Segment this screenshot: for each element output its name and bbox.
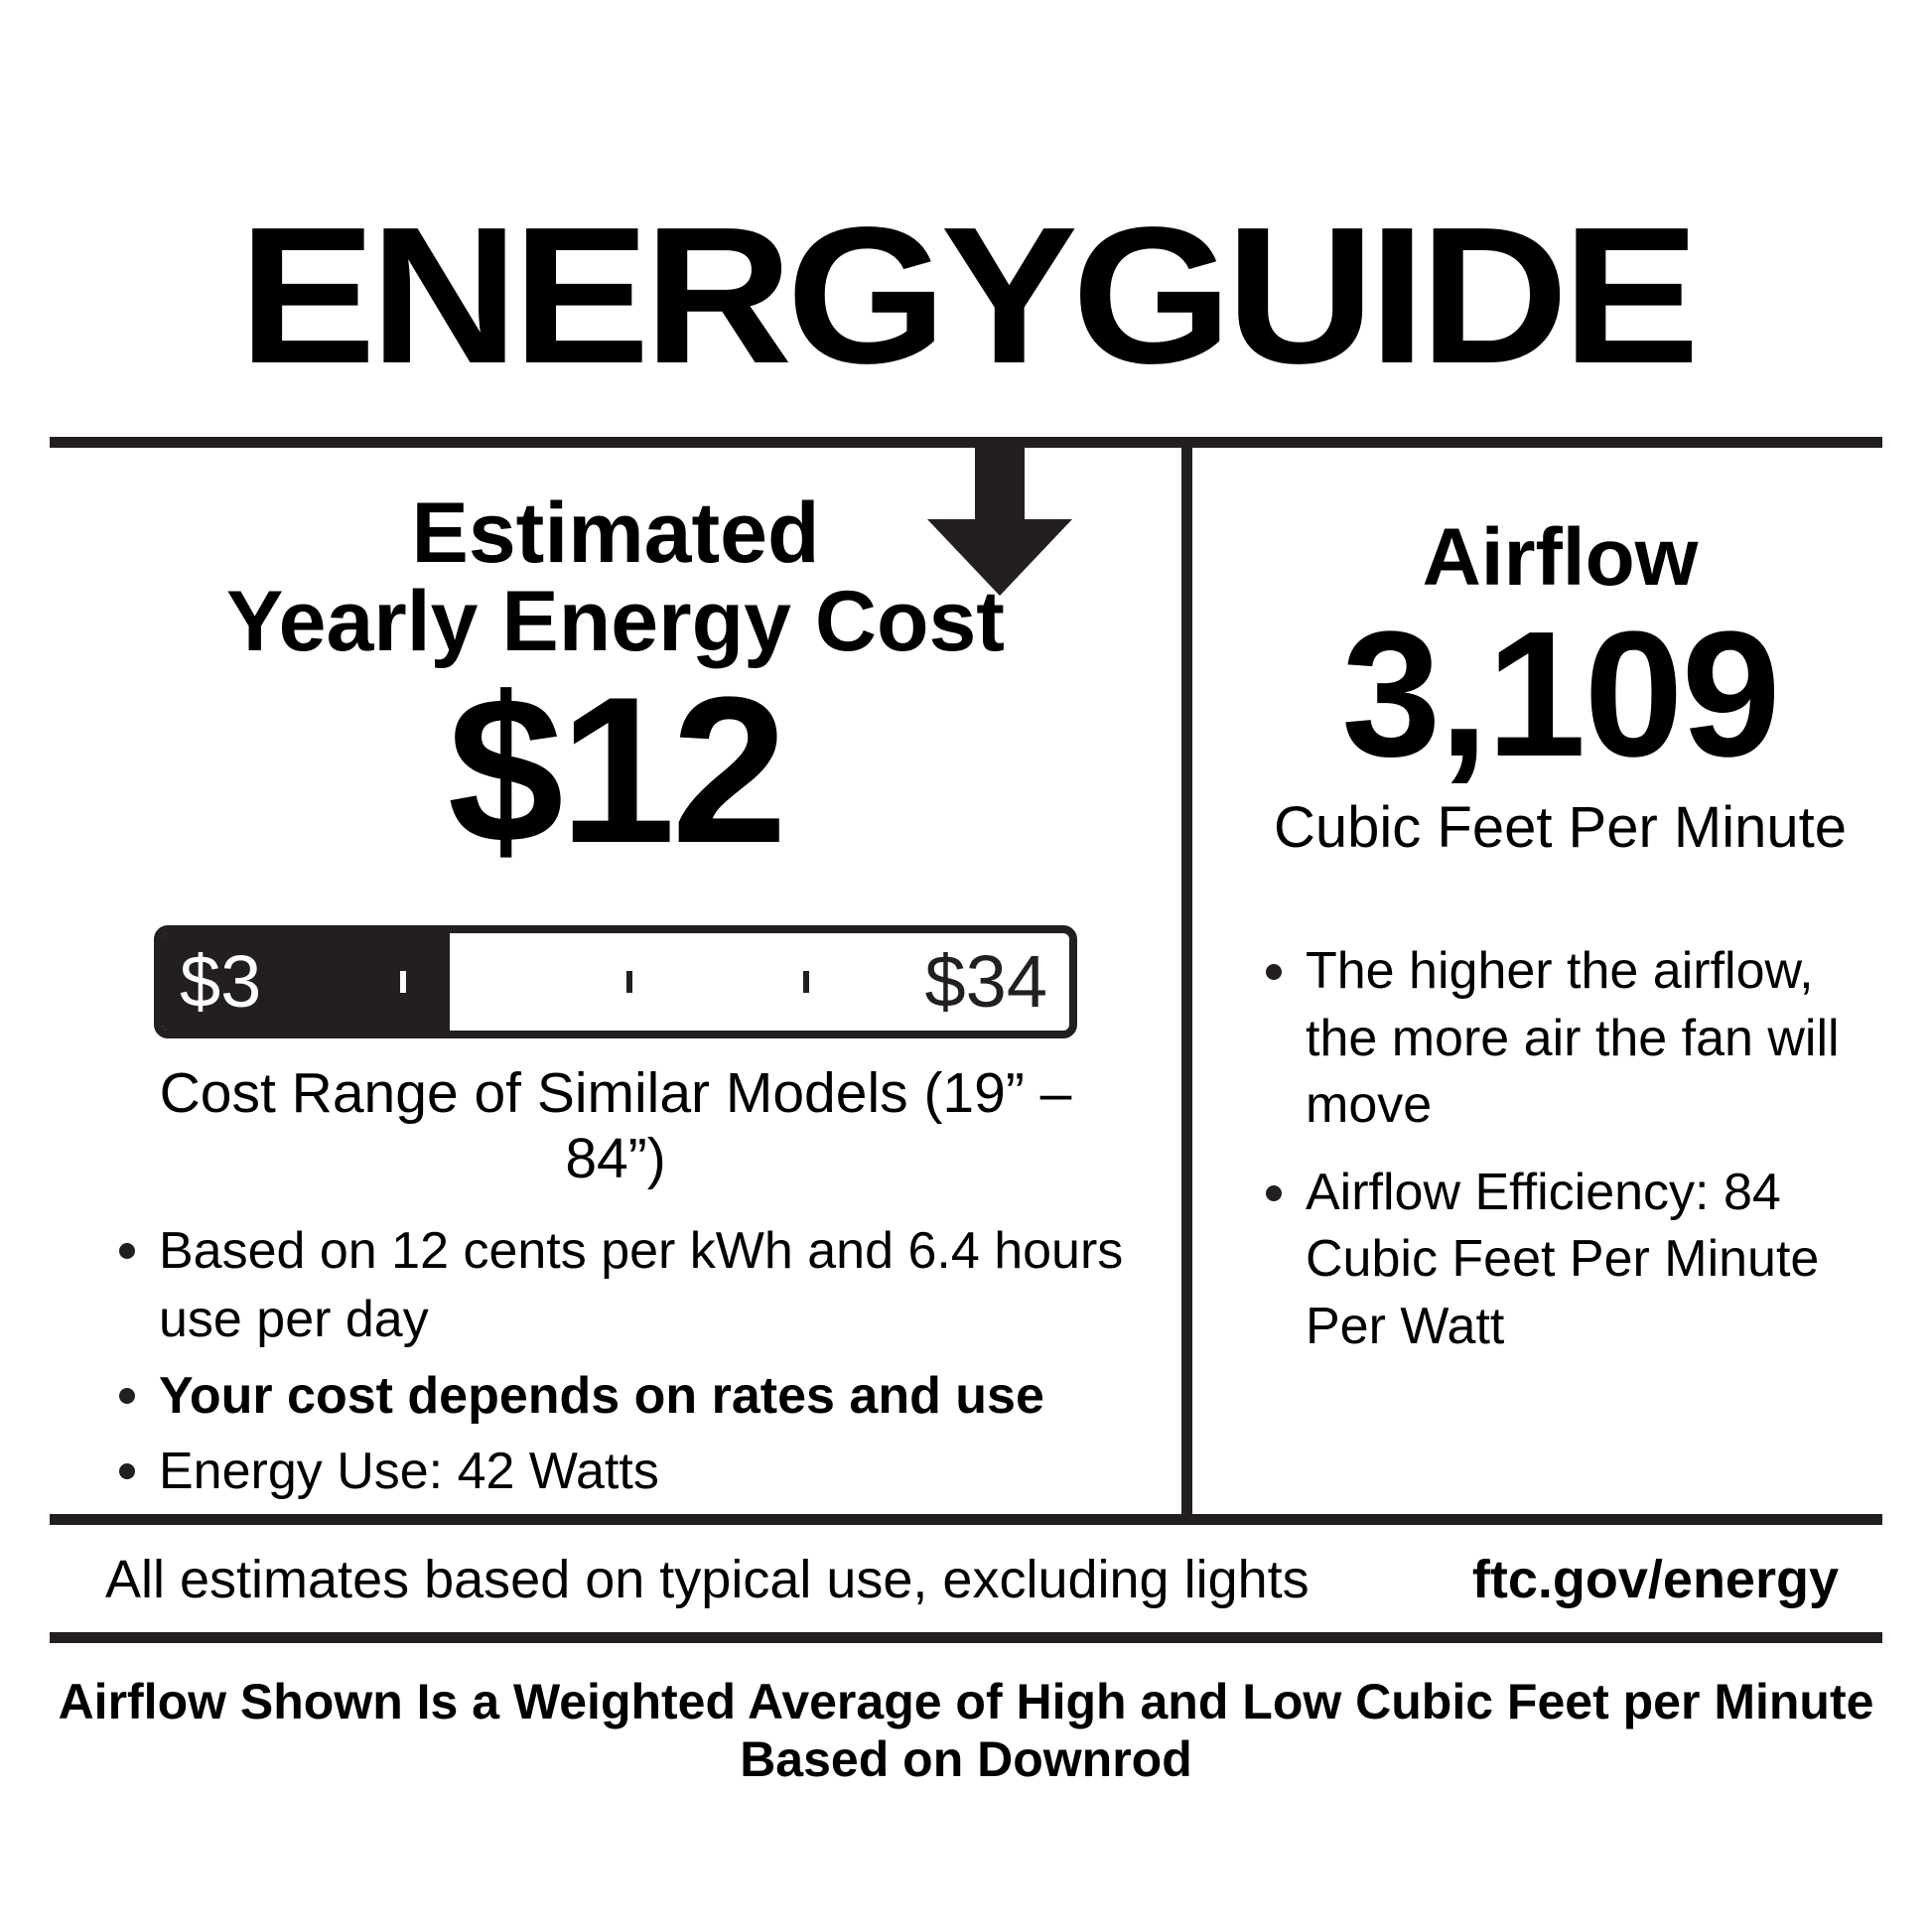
title-row <box>50 187 1882 437</box>
airflow-heading: Airflow <box>1422 512 1699 603</box>
list-item: Your cost depends on rates and use <box>119 1362 1181 1431</box>
vertical-divider <box>1181 448 1192 1514</box>
estimated-heading-line2: Yearly Energy Cost <box>226 574 1005 670</box>
airflow-panel <box>1192 448 1882 1514</box>
range-tick-3 <box>803 971 809 993</box>
range-fill <box>162 933 450 1031</box>
airflow-bullet-list <box>1238 938 1882 1361</box>
yearly-cost-value: $12 <box>447 652 784 887</box>
footer-row <box>50 1525 1882 1632</box>
down-arrow-icon <box>905 442 1094 601</box>
label-body <box>50 448 1882 1514</box>
cost-bullet-list <box>50 1217 1181 1506</box>
range-remainder <box>450 933 1069 1031</box>
airflow-units: Cubic Feet Per Minute <box>1273 795 1848 860</box>
ftc-link[interactable]: ftc.gov/energy <box>1471 1549 1839 1609</box>
list-item: Based on 12 cents per kWh and 6.4 hours use per day <box>119 1217 1181 1353</box>
range-tick-2 <box>626 971 632 993</box>
energyguide-label <box>50 187 1882 1788</box>
list-item: Airflow Efficiency: 84 Cubic Feet Per Minute Per Watt <box>1266 1160 1882 1361</box>
range-caption: Cost Range of Similar Models (19” – 84”) <box>159 1061 1072 1191</box>
cost-range-area <box>154 925 1077 1191</box>
airflow-value: 3,109 <box>1341 595 1779 794</box>
cost-range-bar <box>154 925 1077 1038</box>
estimated-cost-panel <box>50 448 1181 1514</box>
list-item: The higher the airflow, the more air the fan will move <box>1266 938 1882 1140</box>
range-high-value: $34 <box>924 940 1047 1024</box>
footer-divider-rule <box>50 1514 1882 1525</box>
estimated-heading-line1: Estimated <box>411 485 820 581</box>
range-tick-1 <box>400 971 406 993</box>
bottom-note: Airflow Shown Is a Weighted Average of High and Low Cubic Feet per Minute Based on Downrod <box>58 1673 1874 1787</box>
range-low-value: $3 <box>180 940 262 1024</box>
footer-disclaimer: All estimates based on typical use, excluding lights <box>105 1549 1310 1609</box>
list-item: Energy Use: 42 Watts <box>119 1438 1181 1506</box>
page-title: ENERGYGUIDE <box>238 187 1694 404</box>
bottom-divider-rule <box>50 1632 1882 1643</box>
